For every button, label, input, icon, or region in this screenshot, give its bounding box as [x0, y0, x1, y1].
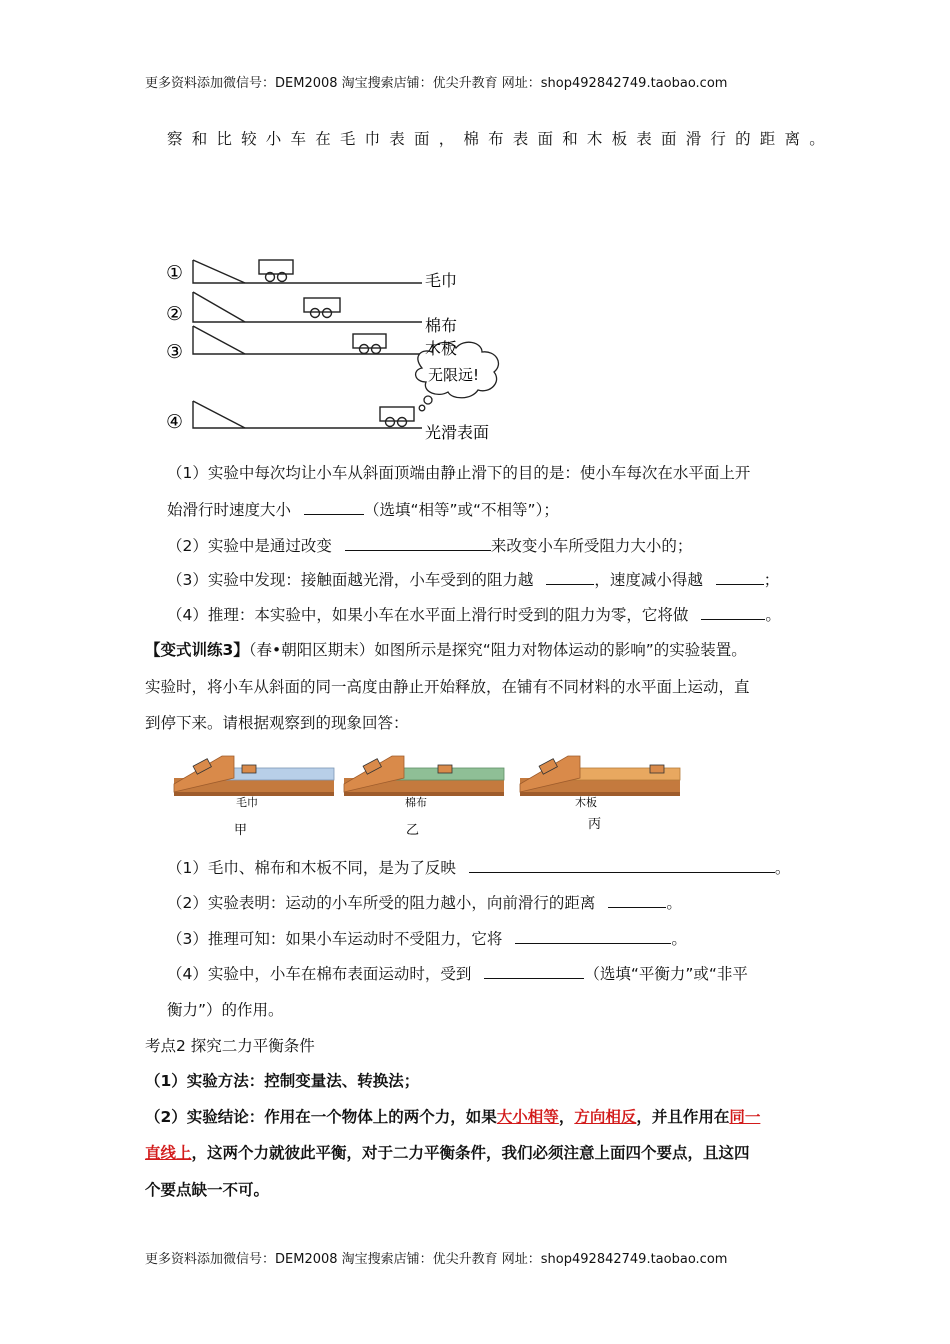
row-1-number: ①: [166, 262, 184, 284]
answer-blank[interactable]: [701, 605, 765, 620]
page-footer: 更多资料添加微信号：DEM2008 淘宝搜索店铺：优尖升教育 网址：shop492842749.taobao.com: [145, 1252, 728, 1267]
inclined-plane-figure: [160, 250, 520, 445]
panel-jia-surface: 毛巾: [236, 796, 258, 809]
row-3-number: ③: [166, 341, 184, 363]
q2-line-3: [167, 929, 687, 949]
section-point-2-text-a: （2）实验结论：作用在一个物体上的两个力，如果: [145, 1108, 497, 1126]
q1-line-4-text-a: （3）实验中发现：接触面越光滑，小车受到的阻力越: [167, 571, 534, 589]
q1-line-2-text-a: 始滑行时速度大小: [167, 501, 292, 519]
q1-line-1: （1）实验中每次均让小车从斜面顶端由静止滑下的目的是：使小车每次在水平面上开: [167, 464, 751, 482]
section-title: 考点2 探究二力平衡条件: [145, 1037, 315, 1055]
q1-line-2: [167, 500, 559, 520]
q1-line-5-text-a: （4）推理：本实验中，如果小车在水平面上滑行时受到的阻力为零，它将做: [167, 606, 689, 624]
answer-blank[interactable]: [304, 500, 364, 515]
answer-blank[interactable]: [515, 929, 671, 944]
q2-line-3-text-b: 。: [671, 930, 687, 948]
section-point-2-cont-text: ，这两个力就彼此平衡，对于二力平衡条件，我们必须注意上面四个要点，且这四: [191, 1144, 750, 1162]
figure-row-1: [193, 260, 422, 283]
answer-blank[interactable]: [608, 893, 666, 908]
panel-yi-surface: 棉布: [405, 796, 427, 809]
q2-line-2-text-a: （2）实验表明：运动的小车所受的阻力越小，向前滑行的距离: [167, 894, 596, 912]
variant-line-1-text: （春•朝阳区期末）如图所示是探究“阻力对物体运动的影响”的实验装置。: [248, 641, 747, 659]
highlight-equal-magnitude: 大小相等: [496, 1108, 559, 1126]
variant-line-3: 到停下来。请根据观察到的现象回答：: [145, 714, 409, 732]
section-point-2-end: 个要点缺一不可。: [145, 1181, 270, 1199]
highlight-same-line-a: 同一: [729, 1108, 761, 1126]
highlight-opposite-direction: 方向相反: [574, 1108, 637, 1126]
section-point-2: [145, 1107, 760, 1127]
page-header: 更多资料添加微信号：DEM2008 淘宝搜索店铺：优尖升教育 网址：shop492842749.taobao.com: [145, 76, 728, 91]
section-point-2-cont: [145, 1143, 750, 1163]
panel-bing-label: 丙: [588, 817, 602, 832]
intro-line: 察和比较小车在毛巾表面，棉布表面和木板表面滑行的距离。: [167, 130, 834, 148]
panel-jia-label: 甲: [234, 823, 248, 838]
variant-line-2: 实验时，将小车从斜面的同一高度由静止开始释放，在铺有不同材料的水平面上运动，直: [145, 678, 750, 696]
q2-line-2-text-b: 。: [666, 894, 682, 912]
figure-row-2: [193, 292, 422, 322]
row-3-label: 木板: [425, 339, 458, 358]
variant-line-1: [145, 640, 747, 660]
row-4-number: ④: [166, 411, 184, 433]
answer-blank[interactable]: [716, 570, 764, 585]
row-1-label: 毛巾: [425, 271, 458, 290]
answer-blank[interactable]: [469, 858, 775, 873]
panel-jia: [174, 756, 334, 796]
q1-line-4-text-b: ，速度减小得越: [594, 571, 703, 589]
variant-tag: 【变式训练3】: [145, 641, 249, 659]
q2-line-2: [167, 893, 682, 913]
q1-line-3-text-a: （2）实验中是通过改变: [167, 537, 332, 555]
answer-blank[interactable]: [546, 570, 594, 585]
highlight-same-line-b: 直线上: [145, 1144, 192, 1162]
bubble-text: 无限远!: [428, 366, 480, 384]
section-point-2-text-c: ，并且作用在: [636, 1108, 730, 1126]
q1-line-5: [167, 605, 781, 625]
figure-row-3: [193, 326, 422, 354]
row-2-label: 棉布: [425, 316, 458, 335]
q1-line-2-text-b: （选填“相等”或“不相等”）；: [363, 501, 559, 519]
q2-line-1: [167, 858, 790, 878]
figure-row-4: [193, 401, 422, 428]
row-4-label: 光滑表面: [425, 423, 490, 442]
q2-line-1-text-a: （1）毛巾、棉布和木板不同，是为了反映: [167, 859, 456, 877]
q2-line-5: 衡力”）的作用。: [167, 1001, 284, 1019]
q1-line-3: [167, 536, 692, 556]
experiment-photo-figure: [170, 748, 690, 840]
q2-line-4: [167, 964, 748, 984]
q1-line-4: [167, 570, 779, 590]
section-point-1: （1）实验方法：控制变量法、转换法；: [145, 1072, 420, 1090]
panel-bing: [520, 756, 680, 796]
q2-line-4-text-a: （4）实验中，小车在棉布表面运动时，受到: [167, 965, 472, 983]
section-point-2-text-b: ，: [558, 1108, 575, 1126]
panel-bing-surface: 木板: [575, 796, 597, 809]
q1-line-4-text-c: ；: [763, 571, 780, 589]
panel-yi: [344, 756, 504, 796]
q2-line-3-text-a: （3）推理可知：如果小车运动时不受阻力，它将: [167, 930, 503, 948]
q2-line-4-text-b: （选填“平衡力”或“非平: [584, 965, 748, 983]
q1-line-5-text-b: 。: [765, 606, 781, 624]
q2-line-1-text-b: 。: [774, 859, 791, 877]
q1-line-3-text-b: 来改变小车所受阻力大小的；: [490, 537, 693, 555]
panel-yi-label: 乙: [406, 823, 420, 838]
row-2-number: ②: [166, 303, 184, 325]
answer-blank[interactable]: [484, 964, 584, 979]
answer-blank[interactable]: [345, 536, 491, 551]
